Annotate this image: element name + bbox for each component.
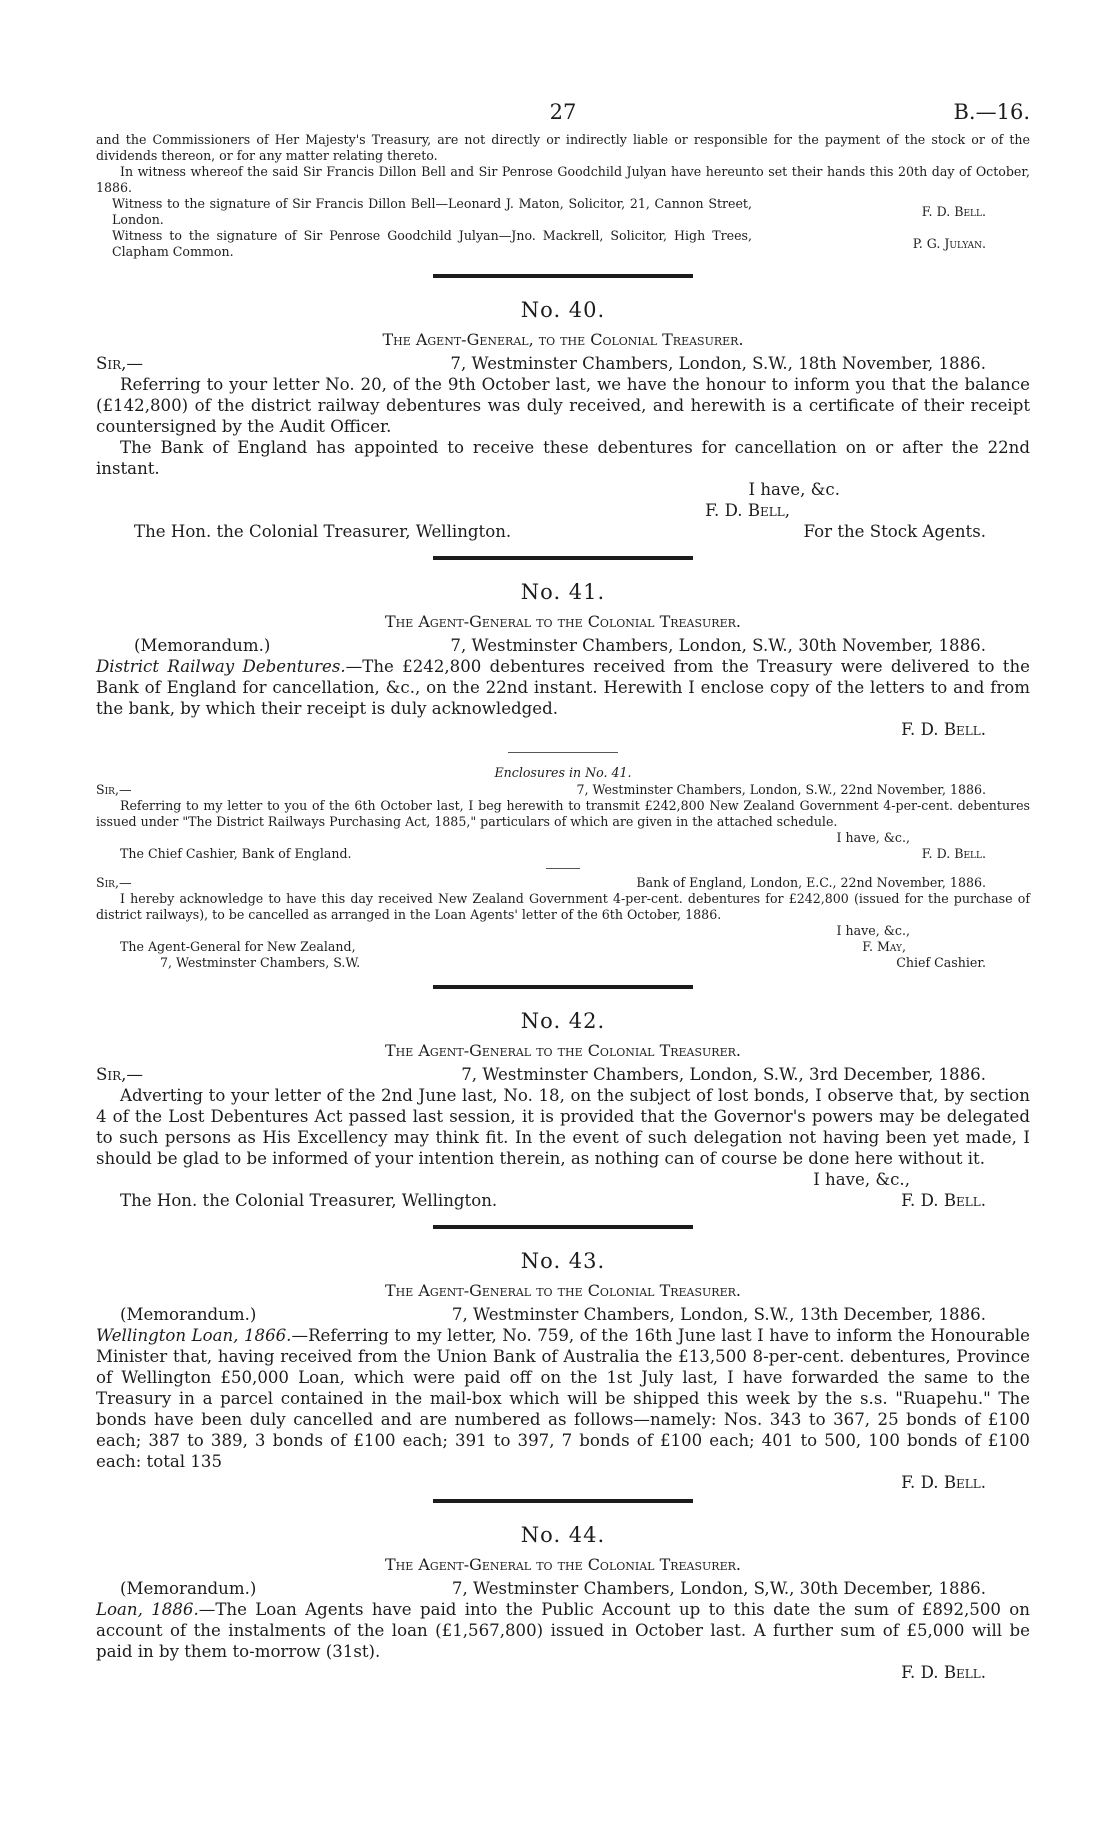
letter-title: The Agent-General to the Colonial Treasurer. [385, 612, 741, 631]
signature-julyan: P. G. Julyan. [912, 236, 986, 251]
witness-row-1 [96, 196, 1030, 228]
intro-para-1: and the Commissioners of Her Majesty's Treasury, are not directly or indirectly liable or responsible for the payment of the stock or of the dividends thereon, or for any matter relating thereto. [96, 132, 1030, 163]
letter-title: The Agent-General to the Colonial Treasurer. [385, 1281, 741, 1300]
addressee: The Chief Cashier, Bank of England. [120, 846, 352, 861]
letter-no-43 [96, 1249, 1030, 1493]
sender-address: 7, Westminster Chambers, London, S.W., 18th November, 1886. [450, 354, 986, 373]
letter-no-41 [96, 580, 1030, 971]
sender-address: 7, Westminster Chambers, London, S.W., 30th November, 1886. [450, 636, 986, 655]
closing: I have, &c., [836, 830, 910, 845]
enclosure-1 [96, 782, 1030, 862]
closing: I have, &c., [813, 1170, 910, 1189]
memorandum-label: (Memorandum.) [134, 636, 271, 655]
page-header [96, 92, 1030, 132]
signature: F. D. Bell. [901, 1473, 986, 1492]
section-divider [433, 274, 693, 278]
letter-number: No. 44. [520, 1523, 606, 1547]
section-divider [433, 1499, 693, 1503]
signature: F. May, [862, 939, 906, 954]
letter-no-42 [96, 1009, 1030, 1211]
letter-heading [96, 635, 1030, 656]
subject: District Railway Debentures. [96, 657, 346, 676]
witness-row-2 [96, 228, 1030, 260]
enclosure-body: Referring to my letter to you of the 6th October last, I beg herewith to transmit £242,800 New Zealand Government 4-per-cent. debentures issued under "The District Railways Purchasing Act, 1885," particulars of which are given in the attached schedule. [96, 798, 1030, 829]
signature: F. D. Bell. [901, 720, 986, 739]
letter-no-44 [96, 1523, 1030, 1683]
enclosure-divider [508, 752, 618, 753]
memorandum-label: (Memorandum.) [120, 1305, 257, 1324]
addressee: The Hon. the Colonial Treasurer, Wellington. [120, 1191, 498, 1210]
document-page [96, 92, 1030, 1683]
section-divider [433, 556, 693, 560]
letter-number: No. 42. [520, 1009, 606, 1033]
letter-body-1: Referring to your letter No. 20, of the 9th October last, we have the honour to inform you that the balance (£142,800) of the district railway debentures was duly received, and herewith is a certificate of their receipt countersigned by the Audit Officer. [96, 375, 1030, 436]
letter-number: No. 41. [520, 580, 606, 604]
salutation: Sir,— [96, 354, 144, 373]
letter-body-2: The Bank of England has appointed to receive these debentures for cancellation on or after the 22nd instant. [96, 438, 1030, 478]
sender-address: 7, Westminster Chambers, London, S.W., 13th December, 1886. [451, 1305, 986, 1324]
letter-body [96, 1599, 1030, 1662]
enclosure-body: I hereby acknowledge to have this day received New Zealand Government 4-per-cent. debentures for £242,800 (issued for the purchase of district railways), to be cancelled as arranged in the Loan Agents' letter of the 6th October, 1886. [96, 891, 1030, 922]
signatory-capacity: Chief Cashier. [896, 955, 986, 970]
intro-section [96, 132, 1030, 260]
page-number: 27 [549, 100, 577, 124]
enclosure-2 [96, 875, 1030, 971]
addressee: The Hon. the Colonial Treasurer, Wellington. [134, 522, 512, 541]
signature-bell: F. D. Bell. [921, 204, 986, 219]
letter-heading [96, 1304, 1030, 1325]
subject: Loan, 1886. [96, 1600, 199, 1619]
letter-title: The Agent-General, to the Colonial Treasurer. [382, 330, 744, 349]
letter-title: The Agent-General to the Colonial Treasurer. [385, 1555, 741, 1574]
letter-body: Adverting to your letter of the 2nd June last, No. 18, on the subject of lost bonds, I observe that, by section 4 of the Lost Debentures Act passed last session, it is provided that the Governor's powers may be delegated to such persons as His Excellency may think fit. In the event of such delegation not having been yet made, I should be glad to be informed of your intention therein, as nothing can of course be done here without it. [96, 1086, 1030, 1168]
letter-number: No. 43. [520, 1249, 606, 1273]
witness-1: Witness to the signature of Sir Francis Dillon Bell—Leonard J. Maton, Solicitor, 21, Cannon Street, London. [112, 196, 752, 227]
section-divider [433, 985, 693, 989]
memorandum-label: (Memorandum.) [120, 1579, 257, 1598]
paper-reference: B.—16. [953, 100, 1030, 124]
witness-2: Witness to the signature of Sir Penrose Goodchild Julyan—Jno. Mackrell, Solicitor, High Trees, Clapham Common. [112, 228, 752, 259]
signature: F. D. Bell, [705, 501, 790, 520]
sender-address: 7, Westminster Chambers, London, S.W., 3rd December, 1886. [461, 1065, 986, 1084]
body-text: —The £242,800 debentures received from the Treasury were delivered to the Bank of England for cancellation, &c., on the 22nd instant. Herewith I enclose copy of the letters to and from the bank, by which their receipt is duly acknowledged. [96, 657, 1030, 718]
enclosure-separator [546, 868, 580, 869]
salutation: Sir,— [96, 875, 132, 890]
enclosures-title: Enclosures in No. 41. [494, 765, 632, 780]
sender-address: Bank of England, London, E.C., 22nd November, 1886. [636, 875, 986, 890]
sender-address: 7, Westminster Chambers, London, S.W., 22nd November, 1886. [576, 782, 986, 797]
body-text: —Referring to my letter, No. 759, of the 16th June last I have to inform the Honourable Minister that, having received from the Union Bank of Australia the £13,500 8-per-cent. debentures, Province of Wellington £50,000 Loan, which were paid off on the 1st July last, I have forwarded the same to the Treasury in a parcel contained in the mail-box which will be shipped this week by the s.s. "Ruapehu." The bonds have been duly cancelled and are numbered as follows—namely: Nos. 343 to 367, 25 bonds of £100 each; 387 to 389, 3 bonds of £100 each; 391 to 397, 7 bonds of £100 each; 401 to 500, 100 bonds of £100 each: total 135 [96, 1326, 1030, 1471]
letter-heading [96, 1064, 1030, 1085]
closing: I have, &c. [748, 480, 840, 499]
addressee-line-1: The Agent-General for New Zealand, [120, 939, 356, 954]
salutation: Sir,— [96, 782, 132, 797]
body-text: —The Loan Agents have paid into the Public Account up to this date the sum of £892,500 on account of the instalments of the loan (£1,567,800) issued in October last. A further sum of £5,000 will be paid in by them to-morrow (31st). [96, 1600, 1030, 1661]
letter-no-40 [96, 298, 1030, 542]
signature: F. D. Bell. [921, 846, 986, 861]
letter-footer [96, 521, 1030, 542]
intro-para-2: In witness whereof the said Sir Francis Dillon Bell and Sir Penrose Goodchild Julyan have hereunto set their hands this 20th day of October, 1886. [96, 164, 1030, 195]
sender-address: 7, Westminster Chambers, London, S,W., 30th December, 1886. [451, 1579, 986, 1598]
addressee-line-2: 7, Westminster Chambers, S.W. [160, 955, 361, 970]
letter-heading [96, 353, 1030, 374]
letter-footer [96, 1190, 1030, 1211]
subject: Wellington Loan, 1866. [96, 1326, 292, 1345]
signature: F. D. Bell. [901, 1663, 986, 1682]
signatory-capacity: For the Stock Agents. [803, 522, 986, 541]
signature: F. D. Bell. [901, 1191, 986, 1210]
salutation: Sir,— [96, 1065, 144, 1084]
letter-title: The Agent-General to the Colonial Treasurer. [385, 1041, 741, 1060]
section-divider [433, 1225, 693, 1229]
letter-heading [96, 1578, 1030, 1599]
letter-number: No. 40. [520, 298, 606, 322]
letter-body [96, 656, 1030, 719]
closing: I have, &c., [836, 923, 910, 938]
letter-body [96, 1325, 1030, 1472]
